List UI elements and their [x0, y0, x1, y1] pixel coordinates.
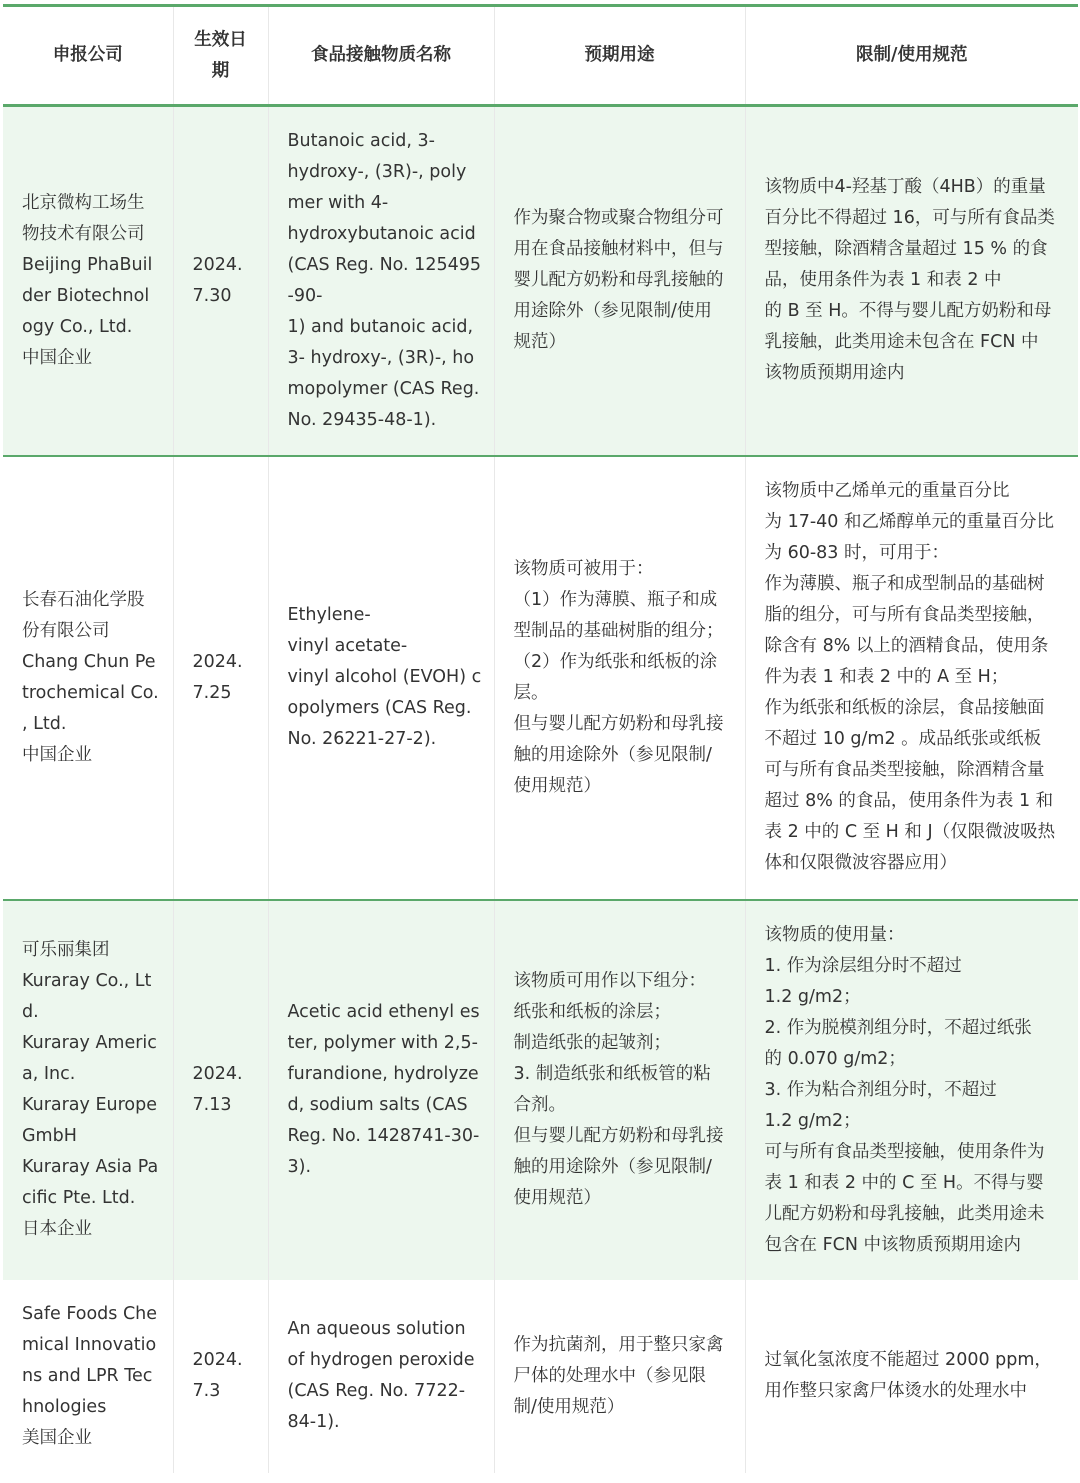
- company-cell: Safe Foods Che mical Innovatio ns and LPR Tec hnologies 美国企业: [3, 1280, 173, 1473]
- substance-cell: Ethylene- vinyl acetate- vinyl alcohol (EVOH) c opolymers (CAS Reg. No. 26221-27-2).: [268, 456, 494, 900]
- table-row: [3, 900, 1078, 1280]
- use-cell: 作为抗菌剂，用于整只家禽 尸体的处理水中（参见限 制/使用规范）: [494, 1280, 745, 1473]
- use-cell: 该物质可被用于： （1）作为薄膜、瓶子和成 型制品的基础树脂的组分； （2）作为纸张和纸板的涂 层。 但与婴儿配方奶粉和母乳接 触的用途除外（参见限制/ 使用规范）: [494, 456, 745, 900]
- limits-cell: 该物质中乙烯单元的重量百分比 为 17-40 和乙烯醇单元的重量百分比 为 60-83 时，可用于： 作为薄膜、瓶子和成型制品的基础树 脂的组分，可与所有食品类型接触， 除含有 8% 以上的酒精食品，使用条 件为表 1 和表 2 中的 A 至 H； 作为纸张和纸板的涂层，食品接触面 不超过 10 g/m2 。成品纸张或纸板 可与所有食品类型接触，除酒精含量 超过 8% 的食品，使用条件为表 1 和 表 2 中的 C 至 H 和 J（仅限微波吸热 体和仅限微波容器应用）: [745, 456, 1078, 900]
- header-substance-name: 食品接触物质名称: [268, 6, 494, 106]
- date-cell: 2024. 7.30: [173, 106, 268, 456]
- company-cell: 可乐丽集团 Kuraray Co., Lt d. Kuraray Americ a, Inc. Kuraray Europe GmbH Kuraray Asia Pa cific Pte. Ltd. 日本企业: [3, 900, 173, 1280]
- header-intended-use: 预期用途: [494, 6, 745, 106]
- header-company: 申报公司: [3, 6, 173, 106]
- company-cell: 长春石油化学股 份有限公司 Chang Chun Pe trochemical Co. , Ltd. 中国企业: [3, 456, 173, 900]
- use-cell: 作为聚合物或聚合物组分可 用在食品接触材料中，但与 婴儿配方奶粉和母乳接触的 用途除外（参见限制/使用 规范）: [494, 106, 745, 456]
- limits-cell: 该物质中4-羟基丁酸（4HB）的重量 百分比不得超过 16，可与所有食品类 型接触，除酒精含量超过 15 % 的食 品，使用条件为表 1 和表 2 中 的 B 至 H。不得与婴儿配方奶粉和母 乳接触，此类用途未包含在 FCN 中 该物质预期用途内: [745, 106, 1078, 456]
- company-cell: 北京微构工场生 物技术有限公司 Beijing PhaBuil der Biotechnol ogy Co., Ltd. 中国企业: [3, 106, 173, 456]
- limits-cell: 过氧化氢浓度不能超过 2000 ppm， 用作整只家禽尸体烫水的处理水中: [745, 1280, 1078, 1473]
- substance-cell: An aqueous solution of hydrogen peroxide (CAS Reg. No. 7722- 84-1).: [268, 1280, 494, 1473]
- header-limitations: 限制/使用规范: [856, 45, 968, 65]
- header-effective-date: 生效日 期: [173, 6, 268, 106]
- date-cell: 2024. 7.25: [173, 456, 268, 900]
- limits-cell: 该物质的使用量： 1. 作为涂层组分时不超过 1.2 g/m2； 2. 作为脱模剂组分时，不超过纸张 的 0.070 g/m2； 3. 作为粘合剂组分时，不超过 1.2 g/m2； 可与所有食品类型接触，使用条件为 表 1 和表 2 中的 C 至 H。不得与婴 儿配方奶粉和母乳接触，此类用途未 包含在 FCN 中该物质预期用途内: [745, 900, 1078, 1280]
- table-header-row: [3, 6, 1078, 106]
- table-row: [3, 106, 1078, 456]
- date-cell: 2024. 7.13: [173, 900, 268, 1280]
- use-cell: 该物质可用作以下组分： 纸张和纸板的涂层； 制造纸张的起皱剂； 3. 制造纸张和纸板管的粘 合剂。 但与婴儿配方奶粉和母乳接 触的用途除外（参见限制/ 使用规范）: [494, 900, 745, 1280]
- table-row: [3, 1280, 1078, 1473]
- substance-cell: Acetic acid ethenyl es ter, polymer with 2,5- furandione, hydrolyze d, sodium salts (CAS Reg. No. 1428741-30- 3).: [268, 900, 494, 1280]
- date-cell: 2024. 7.3: [173, 1280, 268, 1473]
- substance-cell: Butanoic acid, 3- hydroxy-, (3R)-, poly mer with 4- hydroxybutanoic acid (CAS Reg. No. 125495 -90- 1) and butanoic acid, 3- hydroxy-, (3R)-, ho mopolymer (CAS Reg. No. 29435-48-1).: [268, 106, 494, 456]
- table-row: [3, 456, 1078, 900]
- fcn-table: [3, 4, 1078, 1473]
